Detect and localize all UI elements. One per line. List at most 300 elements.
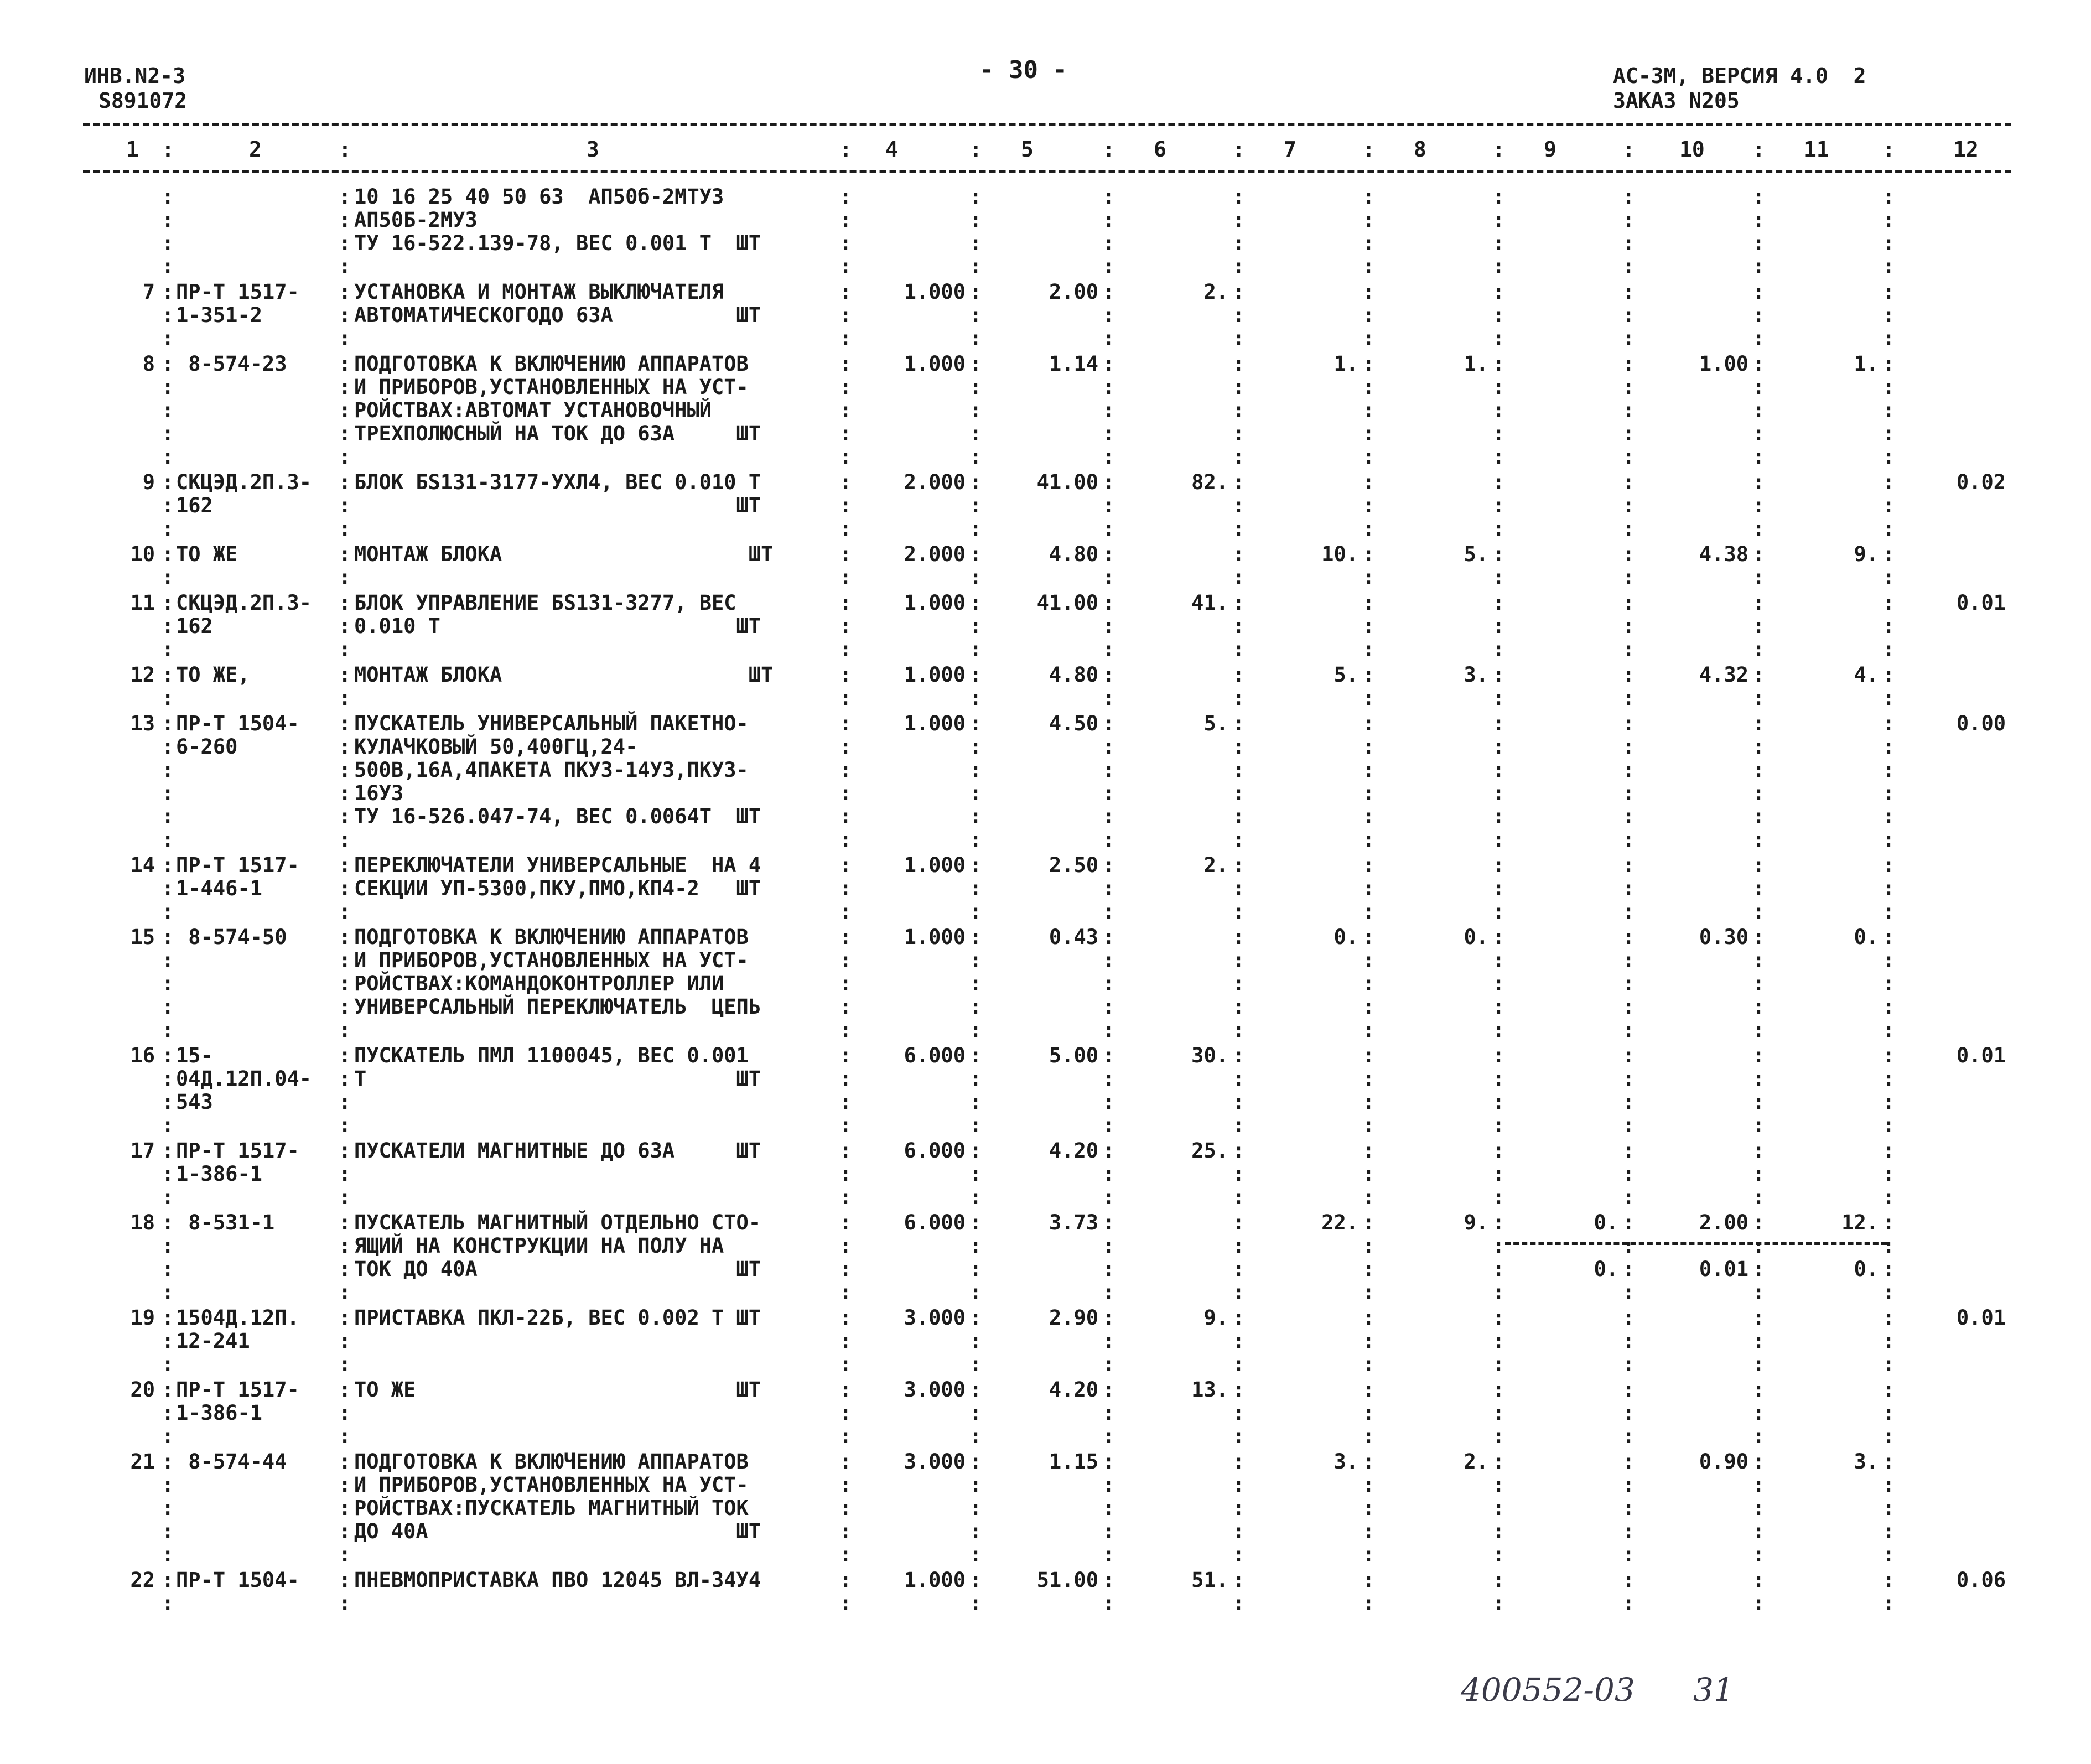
column-separator: : <box>1622 1401 1635 1425</box>
column-separator: : <box>1492 445 1505 469</box>
row-number: 15 <box>130 925 155 949</box>
column-separator: : <box>162 1543 174 1566</box>
column-separator: : <box>1752 352 1765 376</box>
column-separator: : <box>1622 542 1635 566</box>
column-separator: : <box>1232 1113 1245 1137</box>
column-separator: : <box>969 1018 982 1042</box>
column-separator: : <box>1232 1450 1245 1474</box>
column-separator: : <box>1102 1450 1115 1474</box>
column-separator: : <box>969 1234 982 1258</box>
table-row <box>0 854 2091 926</box>
column-separator: : <box>1232 1329 1245 1353</box>
value-col-5: 3.73 <box>1049 1211 1098 1234</box>
column-separator: : <box>1622 565 1635 589</box>
column-separator: : <box>1102 805 1115 828</box>
column-number: 2 <box>249 137 262 162</box>
column-separator: : <box>1102 352 1115 376</box>
column-separator: : <box>969 1090 982 1114</box>
column-separator: : <box>1752 445 1765 469</box>
column-number: 3 <box>587 137 599 162</box>
column-separator: : <box>969 280 982 304</box>
column-separator: : <box>1102 900 1115 923</box>
value-col-4: 6.000 <box>904 1044 966 1067</box>
column-number-row <box>0 137 2091 165</box>
column-separator: : <box>839 1113 852 1137</box>
column-separator: : <box>1492 1090 1505 1114</box>
column-separator: : <box>1102 1401 1115 1425</box>
column-separator: : <box>1752 1473 1765 1497</box>
value-col-11: 0. <box>1854 925 1879 949</box>
column-separator: : <box>1102 1496 1115 1520</box>
value-col-7: 5. <box>1334 663 1358 687</box>
column-separator: : <box>1232 255 1245 278</box>
column-separator: : <box>839 1352 852 1376</box>
description-line: ТУ 16-526.047-74, ВЕС 0.0064Т ШТ <box>354 805 761 828</box>
column-separator: : <box>1622 1519 1635 1543</box>
column-separator: : <box>969 494 982 517</box>
column-separator: : <box>162 1306 174 1330</box>
column-separator: : <box>1232 1139 1245 1163</box>
value-col-4: 2.000 <box>904 542 966 566</box>
column-separator: : <box>162 900 174 923</box>
column-separator: : <box>1882 591 1895 615</box>
column-separator: : <box>1752 1044 1765 1067</box>
column-separator: : <box>969 1306 982 1330</box>
value-col-4: 1.000 <box>904 352 966 376</box>
column-separator: : <box>162 1473 174 1497</box>
column-separator: : <box>1622 352 1635 376</box>
table-row <box>0 352 2091 471</box>
column-separator: : <box>162 995 174 1019</box>
column-separator: : <box>339 591 351 615</box>
description-line: Т ШТ <box>354 1067 761 1091</box>
column-separator: : <box>1102 280 1115 304</box>
row-number: 12 <box>130 663 155 687</box>
column-separator: : <box>969 805 982 828</box>
column-separator: : <box>339 231 351 255</box>
column-separator: : <box>1102 255 1115 278</box>
row-number: 19 <box>130 1306 155 1330</box>
column-separator: : <box>1102 1185 1115 1209</box>
description-line: ПУСКАТЕЛИ МАГНИТНЫЕ ДО 63А ШТ <box>354 1139 761 1163</box>
column-separator: : <box>1492 1257 1505 1281</box>
column-separator: : <box>1492 900 1505 923</box>
column-separator: : <box>1102 853 1115 877</box>
column-separator: : <box>839 517 852 541</box>
column-separator: : <box>839 663 852 687</box>
column-separator: : <box>1102 1139 1115 1163</box>
column-separator: : <box>339 326 351 350</box>
column-separator: : <box>162 185 174 209</box>
column-separator: : <box>1622 1450 1635 1474</box>
column-separator: : <box>1102 1067 1115 1091</box>
column-separator: : <box>162 758 174 782</box>
column-separator: : <box>1882 1090 1895 1114</box>
column-separator: : <box>969 1591 982 1615</box>
column-separator: : <box>339 565 351 589</box>
column-separator: : <box>1102 1352 1115 1376</box>
column-separator: : <box>1232 591 1245 615</box>
table-row <box>0 185 2091 281</box>
value-col-5: 4.20 <box>1049 1139 1098 1163</box>
column-separator: : <box>1362 1424 1375 1448</box>
column-separator: : <box>1882 398 1895 422</box>
column-separator: : <box>839 1306 852 1330</box>
column-separator: : <box>1492 1234 1505 1258</box>
column-separator: : <box>839 1401 852 1425</box>
column-separator: : <box>969 1401 982 1425</box>
column-separator: : <box>1232 231 1245 255</box>
column-separator: : <box>162 1591 174 1615</box>
column-separator: : <box>969 1473 982 1497</box>
value-col-5: 1.14 <box>1049 352 1098 376</box>
column-separator: : <box>1362 925 1375 949</box>
column-separator: : <box>969 1280 982 1304</box>
column-separator: : <box>1362 494 1375 517</box>
column-separator: : <box>1492 1424 1505 1448</box>
column-separator: : <box>1102 591 1115 615</box>
column-separator: : <box>162 1044 174 1067</box>
description-line: ПЕРЕКЛЮЧАТЕЛИ УНИВЕРСАЛЬНЫЕ НА 4 <box>354 853 761 877</box>
row-number: 9 <box>142 470 155 494</box>
column-separator: : <box>1492 876 1505 900</box>
value-col-4: 3.000 <box>904 1450 966 1474</box>
column-separator: : <box>339 925 351 949</box>
column-separator: : <box>162 1211 174 1234</box>
table-row <box>0 1378 2091 1450</box>
column-number: 10 <box>1679 137 1705 162</box>
column-separator: : <box>339 995 351 1019</box>
column-separator: : <box>1492 972 1505 995</box>
price-code: 1504Д.12П. 12-241 <box>176 1306 299 1353</box>
column-separator: : <box>339 876 351 900</box>
column-separator: : <box>1752 1067 1765 1091</box>
value-col-6: 30. <box>1191 1044 1228 1067</box>
column-separator: : <box>1752 1329 1765 1353</box>
column-separator: : <box>1882 805 1895 828</box>
column-separator: : <box>1752 303 1765 327</box>
value-col-5: 4.80 <box>1049 542 1098 566</box>
column-separator: : <box>969 231 982 255</box>
column-separator: : <box>1622 255 1635 278</box>
column-separator: : <box>1102 1162 1115 1186</box>
column-separator: : <box>1882 663 1895 687</box>
column-separator: : <box>1362 1113 1375 1137</box>
value-col-6: 9. <box>1203 1306 1228 1330</box>
column-separator: : <box>1752 1378 1765 1402</box>
column-separator: : <box>1882 375 1895 399</box>
column-separator: : <box>1362 735 1375 759</box>
column-separator: : <box>162 375 174 399</box>
column-separator: : <box>1362 663 1375 687</box>
column-separator: : <box>1622 663 1635 687</box>
column-separator: : <box>162 1329 174 1353</box>
column-separator: : <box>1882 1139 1895 1163</box>
row-number: 20 <box>130 1378 155 1402</box>
column-separator: : <box>1102 1591 1115 1615</box>
column-separator: : <box>1232 972 1245 995</box>
column-separator: : <box>1882 948 1895 972</box>
value-col-4: 3.000 <box>904 1378 966 1402</box>
column-separator: : <box>162 1352 174 1376</box>
column-separator: : <box>1102 995 1115 1019</box>
column-separator: : <box>1102 876 1115 900</box>
column-separator: : <box>1362 255 1375 278</box>
column-separator: : <box>1492 231 1505 255</box>
column-separator: : <box>1622 712 1635 735</box>
column-separator: : <box>1882 1162 1895 1186</box>
column-separator: : <box>1362 303 1375 327</box>
column-separator: : <box>339 1496 351 1520</box>
column-separator: : <box>839 542 852 566</box>
column-separator: : <box>839 280 852 304</box>
value-col-6: 13. <box>1191 1378 1228 1402</box>
column-separator: : <box>1752 1257 1765 1281</box>
value-col-10: 2.00 <box>1699 1211 1748 1234</box>
description-line: ДО 40А ШТ <box>354 1519 761 1543</box>
row-number: 14 <box>130 853 155 877</box>
column-separator: : <box>1102 948 1115 972</box>
column-separator: : <box>339 1162 351 1186</box>
column-separator: : <box>162 828 174 852</box>
column-separator: : <box>339 137 351 162</box>
column-separator: : <box>1102 1090 1115 1114</box>
column-separator: : <box>1882 1352 1895 1376</box>
column-separator: : <box>162 614 174 638</box>
column-separator: : <box>1232 445 1245 469</box>
order-number: ЗАКАЗ N205 <box>1613 89 1740 113</box>
column-separator: : <box>1232 1473 1245 1497</box>
column-separator: : <box>339 948 351 972</box>
column-separator: : <box>162 137 174 162</box>
column-separator: : <box>1232 1280 1245 1304</box>
column-separator: : <box>1622 1162 1635 1186</box>
column-separator: : <box>339 1018 351 1042</box>
column-separator: : <box>1102 565 1115 589</box>
column-separator: : <box>1102 231 1115 255</box>
column-separator: : <box>1492 805 1505 828</box>
column-separator: : <box>1882 352 1895 376</box>
column-separator: : <box>1362 517 1375 541</box>
column-separator: : <box>1882 758 1895 782</box>
column-separator: : <box>1752 1139 1765 1163</box>
description-line: ПНЕВМОПРИСТАВКА ПВО 12045 ВЛ-34У4 <box>354 1568 761 1592</box>
column-separator: : <box>1232 995 1245 1019</box>
column-separator: : <box>1362 565 1375 589</box>
handwritten-page-number: 31 <box>1693 1671 1734 1709</box>
column-separator: : <box>1622 591 1635 615</box>
column-separator: : <box>1492 422 1505 445</box>
column-separator: : <box>969 1378 982 1402</box>
column-separator: : <box>1232 326 1245 350</box>
column-separator: : <box>1882 1568 1895 1592</box>
price-code: 8-574-23 <box>176 352 287 376</box>
column-separator: : <box>1622 1113 1635 1137</box>
column-separator: : <box>1622 494 1635 517</box>
description-line: И ПРИБОРОВ,УСТАНОВЛЕННЫХ НА УСТ- <box>354 948 749 972</box>
value-col-4: 1.000 <box>904 663 966 687</box>
column-separator: : <box>339 398 351 422</box>
column-separator: : <box>1492 137 1505 162</box>
column-separator: : <box>339 1234 351 1258</box>
value-col-4: 1.000 <box>904 1568 966 1592</box>
column-separator: : <box>1882 185 1895 209</box>
column-separator: : <box>839 1139 852 1163</box>
column-separator: : <box>1492 828 1505 852</box>
column-separator: : <box>1492 1496 1505 1520</box>
column-separator: : <box>1882 255 1895 278</box>
column-separator: : <box>1492 1067 1505 1091</box>
column-separator: : <box>339 828 351 852</box>
column-separator: : <box>1492 1378 1505 1402</box>
value-col-5: 41.00 <box>1036 470 1098 494</box>
value-col-7: 1. <box>1334 352 1358 376</box>
column-separator: : <box>1622 805 1635 828</box>
description-line: РОЙСТВАХ:ПУСКАТЕЛЬ МАГНИТНЫЙ ТОК <box>354 1496 749 1520</box>
column-separator: : <box>839 422 852 445</box>
column-separator: : <box>1752 494 1765 517</box>
column-separator: : <box>1102 1280 1115 1304</box>
value-col-4: 1.000 <box>904 280 966 304</box>
column-separator: : <box>1882 1234 1895 1258</box>
value-col-4: 6.000 <box>904 1139 966 1163</box>
column-separator: : <box>1622 1496 1635 1520</box>
row-number: 22 <box>130 1568 155 1592</box>
column-separator: : <box>1102 137 1115 162</box>
column-separator: : <box>1362 758 1375 782</box>
column-separator: : <box>969 303 982 327</box>
column-separator: : <box>1232 398 1245 422</box>
column-separator: : <box>1752 925 1765 949</box>
column-separator: : <box>1362 422 1375 445</box>
column-separator: : <box>969 470 982 494</box>
column-separator: : <box>1752 1090 1765 1114</box>
column-separator: : <box>839 1568 852 1592</box>
column-separator: : <box>1492 1306 1505 1330</box>
column-separator: : <box>1752 876 1765 900</box>
column-separator: : <box>1492 995 1505 1019</box>
column-separator: : <box>969 1185 982 1209</box>
column-separator: : <box>339 1280 351 1304</box>
sub-value-col-9: 0. <box>1594 1257 1618 1281</box>
column-separator: : <box>1102 972 1115 995</box>
column-separator: : <box>1622 1306 1635 1330</box>
column-separator: : <box>1102 1473 1115 1497</box>
column-separator: : <box>1752 1543 1765 1566</box>
value-col-10: 0.30 <box>1699 925 1748 949</box>
value-col-12: 0.06 <box>1956 1568 2006 1592</box>
column-separator: : <box>1492 1139 1505 1163</box>
column-separator: : <box>1232 805 1245 828</box>
column-separator: : <box>1102 422 1115 445</box>
column-separator: : <box>839 853 852 877</box>
header-divider-top <box>83 123 2011 126</box>
description-line: ПОДГОТОВКА К ВКЛЮЧЕНИЮ АППАРАТОВ <box>354 352 749 376</box>
column-number: 4 <box>885 137 898 162</box>
value-col-6: 41. <box>1191 591 1228 615</box>
column-separator: : <box>1232 663 1245 687</box>
column-separator: : <box>1622 735 1635 759</box>
column-separator: : <box>1362 542 1375 566</box>
column-separator: : <box>969 1067 982 1091</box>
column-separator: : <box>1492 1450 1505 1474</box>
column-separator: : <box>1882 900 1895 923</box>
column-separator: : <box>339 517 351 541</box>
column-separator: : <box>1752 900 1765 923</box>
column-separator: : <box>1102 326 1115 350</box>
column-separator: : <box>1752 1591 1765 1615</box>
column-separator: : <box>1622 1543 1635 1566</box>
column-separator: : <box>1752 1018 1765 1042</box>
column-separator: : <box>1622 876 1635 900</box>
column-separator: : <box>969 876 982 900</box>
column-separator: : <box>1492 375 1505 399</box>
column-separator: : <box>1362 1234 1375 1258</box>
column-separator: : <box>339 1329 351 1353</box>
column-separator: : <box>162 208 174 232</box>
column-separator: : <box>839 1067 852 1091</box>
column-separator: : <box>1882 280 1895 304</box>
column-separator: : <box>1882 1543 1895 1566</box>
column-separator: : <box>1622 470 1635 494</box>
column-separator: : <box>1232 208 1245 232</box>
column-separator: : <box>969 637 982 661</box>
column-separator: : <box>1102 1378 1115 1402</box>
table-row <box>0 1450 2091 1569</box>
column-separator: : <box>1882 1211 1895 1234</box>
value-col-11: 12. <box>1841 1211 1879 1234</box>
column-separator: : <box>339 1211 351 1234</box>
column-separator: : <box>1492 1044 1505 1067</box>
value-col-5: 0.43 <box>1049 925 1098 949</box>
column-separator: : <box>1622 1067 1635 1091</box>
column-separator: : <box>1882 1591 1895 1615</box>
value-col-8: 3. <box>1464 663 1488 687</box>
column-separator: : <box>1622 853 1635 877</box>
column-separator: : <box>162 686 174 710</box>
column-separator: : <box>969 735 982 759</box>
column-separator: : <box>162 303 174 327</box>
column-separator: : <box>1882 853 1895 877</box>
column-separator: : <box>839 1473 852 1497</box>
column-separator: : <box>1232 494 1245 517</box>
column-separator: : <box>339 494 351 517</box>
column-separator: : <box>969 375 982 399</box>
column-separator: : <box>839 876 852 900</box>
column-separator: : <box>1882 1257 1895 1281</box>
value-col-8: 5. <box>1464 542 1488 566</box>
column-separator: : <box>969 352 982 376</box>
column-separator: : <box>1232 1162 1245 1186</box>
column-separator: : <box>1362 445 1375 469</box>
column-separator: : <box>1362 614 1375 638</box>
column-separator: : <box>1882 542 1895 566</box>
table-row <box>0 471 2091 543</box>
column-separator: : <box>339 422 351 445</box>
column-separator: : <box>339 185 351 209</box>
value-col-6: 82. <box>1191 470 1228 494</box>
column-separator: : <box>1232 1185 1245 1209</box>
column-separator: : <box>1362 876 1375 900</box>
column-separator: : <box>1232 1234 1245 1258</box>
column-separator: : <box>1362 231 1375 255</box>
column-separator: : <box>1752 326 1765 350</box>
column-separator: : <box>1492 1591 1505 1615</box>
column-separator: : <box>1362 1352 1375 1376</box>
column-separator: : <box>1622 948 1635 972</box>
column-separator: : <box>162 1519 174 1543</box>
column-separator: : <box>1362 900 1375 923</box>
